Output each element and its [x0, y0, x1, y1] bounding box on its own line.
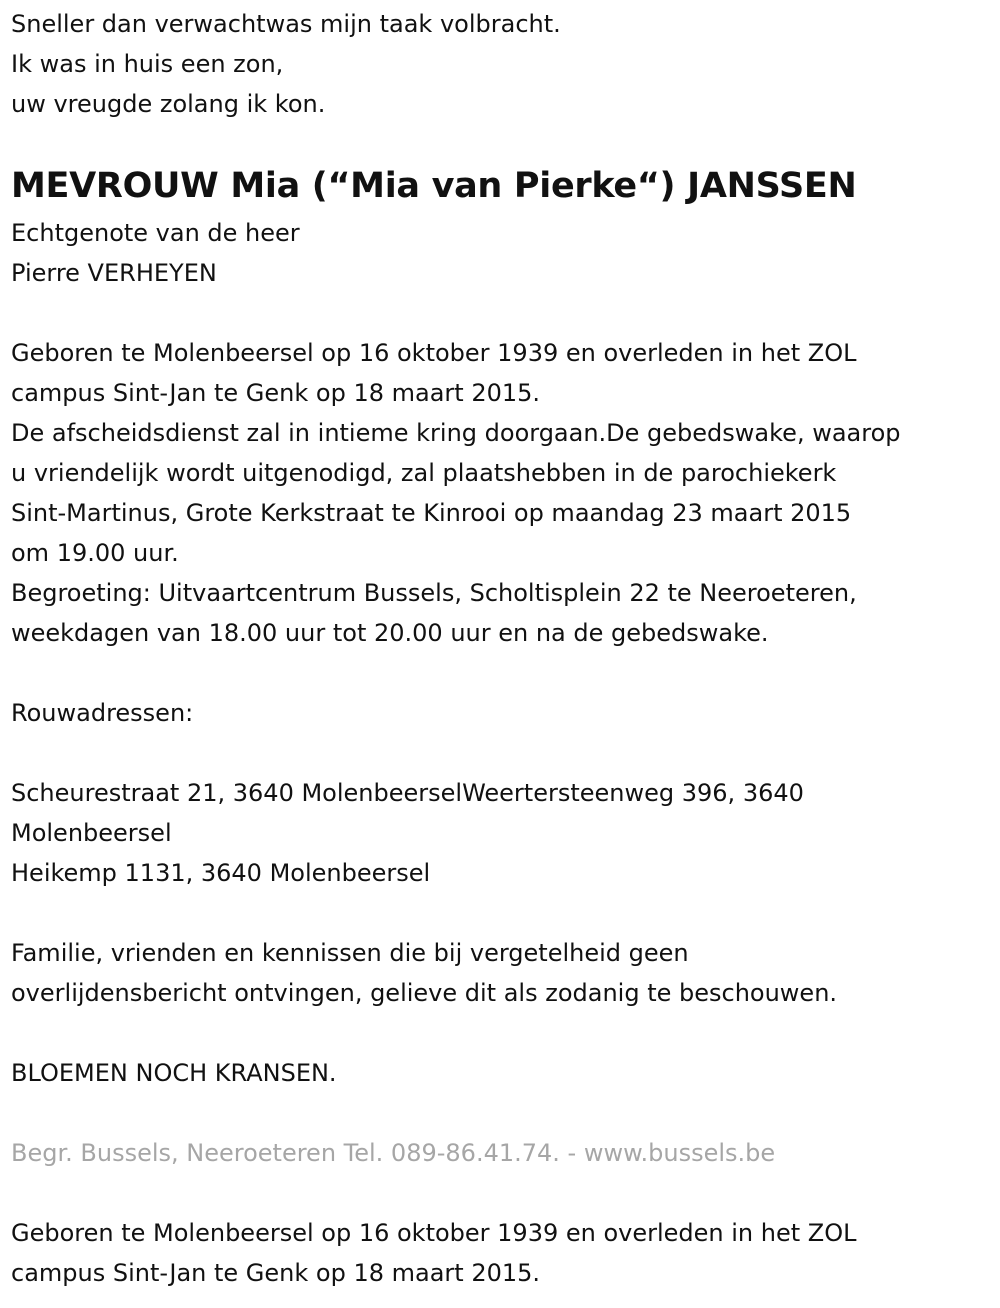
funeral-home-credit: Begr. Bussels, Neeroeteren Tel. 089-86.41.74. - www.bussels.be: [11, 1139, 776, 1167]
spacer: [11, 893, 901, 933]
visitation-line: weekdagen van 18.00 uur tot 20.00 uur en na de gebedswake.: [11, 619, 769, 647]
spacer: [11, 733, 901, 773]
service-line: u vriendelijk wordt uitgenodigd, zal plaatshebben in de parochiekerk: [11, 459, 837, 487]
spouse-line: Echtgenote van de heer: [11, 219, 300, 247]
spouse-name: Pierre VERHEYEN: [11, 259, 217, 287]
spacer: [11, 1093, 901, 1133]
poem-line: Ik was in huis een zon,: [11, 50, 284, 78]
birth-death-line: Geboren te Molenbeersel op 16 oktober 1939 en overleden in het ZOL: [11, 1219, 857, 1247]
visitation-line: Begroeting: Uitvaartcentrum Bussels, Scholtisplein 22 te Neeroeteren,: [11, 579, 857, 607]
spacer: [11, 653, 901, 693]
spouse-info: [11, 213, 300, 293]
service-line: Sint-Martinus, Grote Kerkstraat te Kinrooi op maandag 23 maart 2015: [11, 499, 852, 527]
birth-death-line: campus Sint-Jan te Genk op 18 maart 2015.: [11, 1259, 541, 1287]
poem-line: uw vreugde zolang ik kon.: [11, 90, 326, 118]
birth-death-line: Geboren te Molenbeersel op 16 oktober 1939 en overleden in het ZOL: [11, 339, 857, 367]
service-line: om 19.00 uur.: [11, 539, 179, 567]
deceased-name: MEVROUW Mia (“Mia van Pierke“) JANSSEN: [11, 166, 857, 206]
announcement-body: [11, 333, 901, 1173]
spacer: [11, 1013, 901, 1053]
address-line: Molenbeersel: [11, 819, 172, 847]
notice-line: overlijdensbericht ontvingen, gelieve dit als zodanig te beschouwen.: [11, 979, 838, 1007]
address-line: Scheurestraat 21, 3640 MolenbeerselWeertersteenweg 396, 3640: [11, 779, 804, 807]
repeat-announcement: [11, 1213, 856, 1293]
address-line: Heikemp 1131, 3640 Molenbeersel: [11, 859, 431, 887]
flowers-notice: BLOEMEN NOCH KRANSEN.: [11, 1059, 337, 1087]
poem: [11, 4, 561, 124]
poem-line: Sneller dan verwachtwas mijn taak volbracht.: [11, 10, 561, 38]
service-line: De afscheidsdienst zal in intieme kring doorgaan.De gebedswake, waarop: [11, 419, 901, 447]
notice-line: Familie, vrienden en kennissen die bij vergetelheid geen: [11, 939, 689, 967]
birth-death-line: campus Sint-Jan te Genk op 18 maart 2015.: [11, 379, 541, 407]
addresses-heading: Rouwadressen:: [11, 699, 194, 727]
